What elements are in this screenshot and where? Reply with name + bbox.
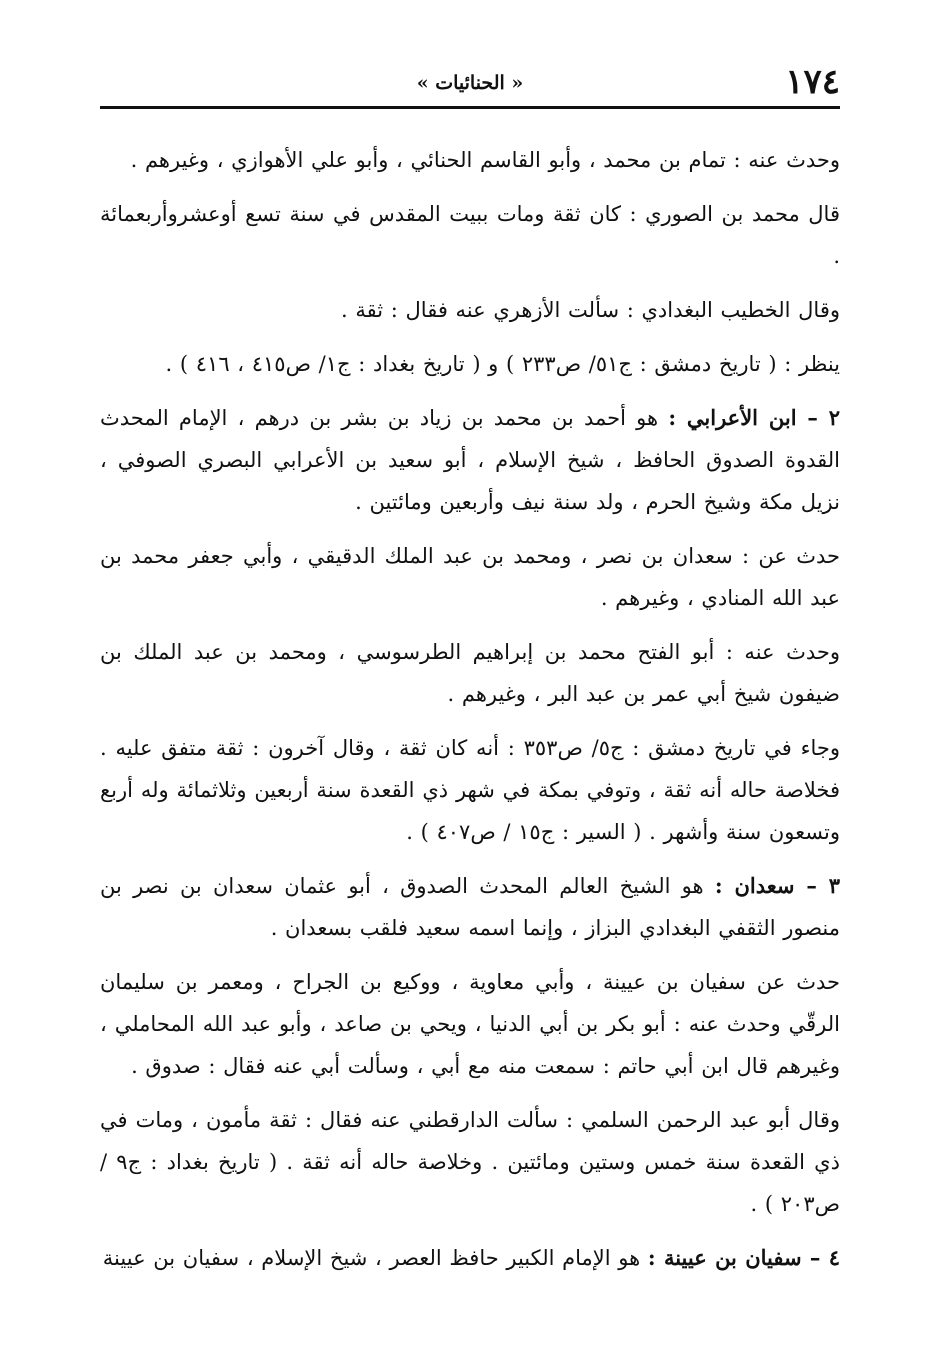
paragraph-text: حدث عن سفيان بن عيينة ، وأبي معاوية ، ووكيع بن الجراح ، ومعمر بن سليمان الرقّي وحدث عنه : أبو بكر بن أبي الدنيا ، ويحي بن صاعد ، وأبو عبد الله المحاملي ، وغيرهم قال ابن أبي حاتم : سمعت منه مع أبي ، وسألت أبي عنه فقال : صدوق . — [100, 970, 840, 1078]
biography-entry — [100, 1237, 840, 1279]
paragraph — [100, 139, 840, 181]
paragraph — [100, 631, 840, 715]
paragraph-text: هو الشيخ العالم المحدث الصدوق ، أبو عثمان سعدان بن نصر بن منصور الثقفي البغدادي البزاز ، وإنما اسمه سعيد فلقب بسعدان . — [100, 874, 840, 940]
paragraph-text: حدث عن : سعدان بن نصر ، ومحمد بن عبد الملك الدقيقي ، وأبي جعفر محمد بن عبد الله المنادي ، وغيرهم . — [100, 544, 840, 610]
paragraph-text: ينظر : ( تاريخ دمشق : ج٥١/ ص٢٣٣ ) و ( تاريخ بغداد : ج١/ ص٤١٥ ، ٤١٦ ) . — [165, 352, 840, 376]
paragraph-text: وجاء في تاريخ دمشق : ج٥/ ص٣٥٣ : أنه كان ثقة ، وقال آخرون : ثقة متفق عليه . فخلاصة حاله أنه ثقة ، وتوفي بمكة في شهر ذي القعدة سنة أربعين وثلاثمائة وله أربع وتسعون سنة وأشهر . ( السير : ج١٥ / ص٤٠٧ ) . — [100, 736, 840, 844]
paragraph — [100, 535, 840, 619]
paragraph — [100, 961, 840, 1087]
document-page — [100, 60, 840, 1291]
paragraph-text: هو الإمام الكبير حافظ العصر ، شيخ الإسلام ، سفيان بن عيينة — [102, 1246, 648, 1270]
biography-entry — [100, 397, 840, 523]
entry-heading: ٣ – سعدان : — [714, 873, 840, 898]
paragraph-text: وقال الخطيب البغدادي : سألت الأزهري عنه فقال : ثقة . — [341, 298, 840, 322]
paragraph — [100, 289, 840, 331]
page-number: ١٧٤ — [785, 62, 840, 102]
entry-heading: ٢ – ابن الأعرابي : — [668, 405, 840, 430]
entry-heading: ٤ – سفيان بن عيينة : — [647, 1245, 840, 1270]
running-title: « الحنائيات » — [416, 72, 524, 94]
paragraph-text: قال محمد بن الصوري : كان ثقة ومات ببيت المقدس في سنة تسع أوعشروأربعمائة . — [100, 202, 840, 268]
biography-entry — [100, 865, 840, 949]
page-header — [100, 60, 840, 109]
paragraph-text: هو أحمد بن محمد بن زياد بن بشر بن درهم ، الإمام المحدث القدوة الصدوق الحافظ ، شيخ الإسلام ، أبو سعيد بن الأعرابي البصري الصوفي ، نزيل مكة وشيخ الحرم ، ولد سنة نيف وأربعين ومائتين . — [100, 406, 840, 514]
paragraph — [100, 727, 840, 853]
paragraph — [100, 1099, 840, 1225]
page-body — [100, 109, 840, 1279]
paragraph-text: وحدث عنه : تمام بن محمد ، وأبو القاسم الحنائي ، وأبو علي الأهوازي ، وغيرهم . — [130, 148, 840, 172]
paragraph-text: وقال أبو عبد الرحمن السلمي : سألت الدارقطني عنه فقال : ثقة مأمون ، ومات في ذي القعدة سنة خمس وستين ومائتين . وخلاصة حاله أنه ثقة . ( تاريخ بغداد : ج٩ / ص٢٠٣ ) . — [100, 1108, 840, 1216]
paragraph-text: وحدث عنه : أبو الفتح محمد بن إبراهيم الطرسوسي ، ومحمد بن عبد الملك بن ضيفون شيخ أبي عمر بن عبد البر ، وغيرهم . — [100, 640, 840, 706]
paragraph — [100, 343, 840, 385]
paragraph — [100, 193, 840, 277]
